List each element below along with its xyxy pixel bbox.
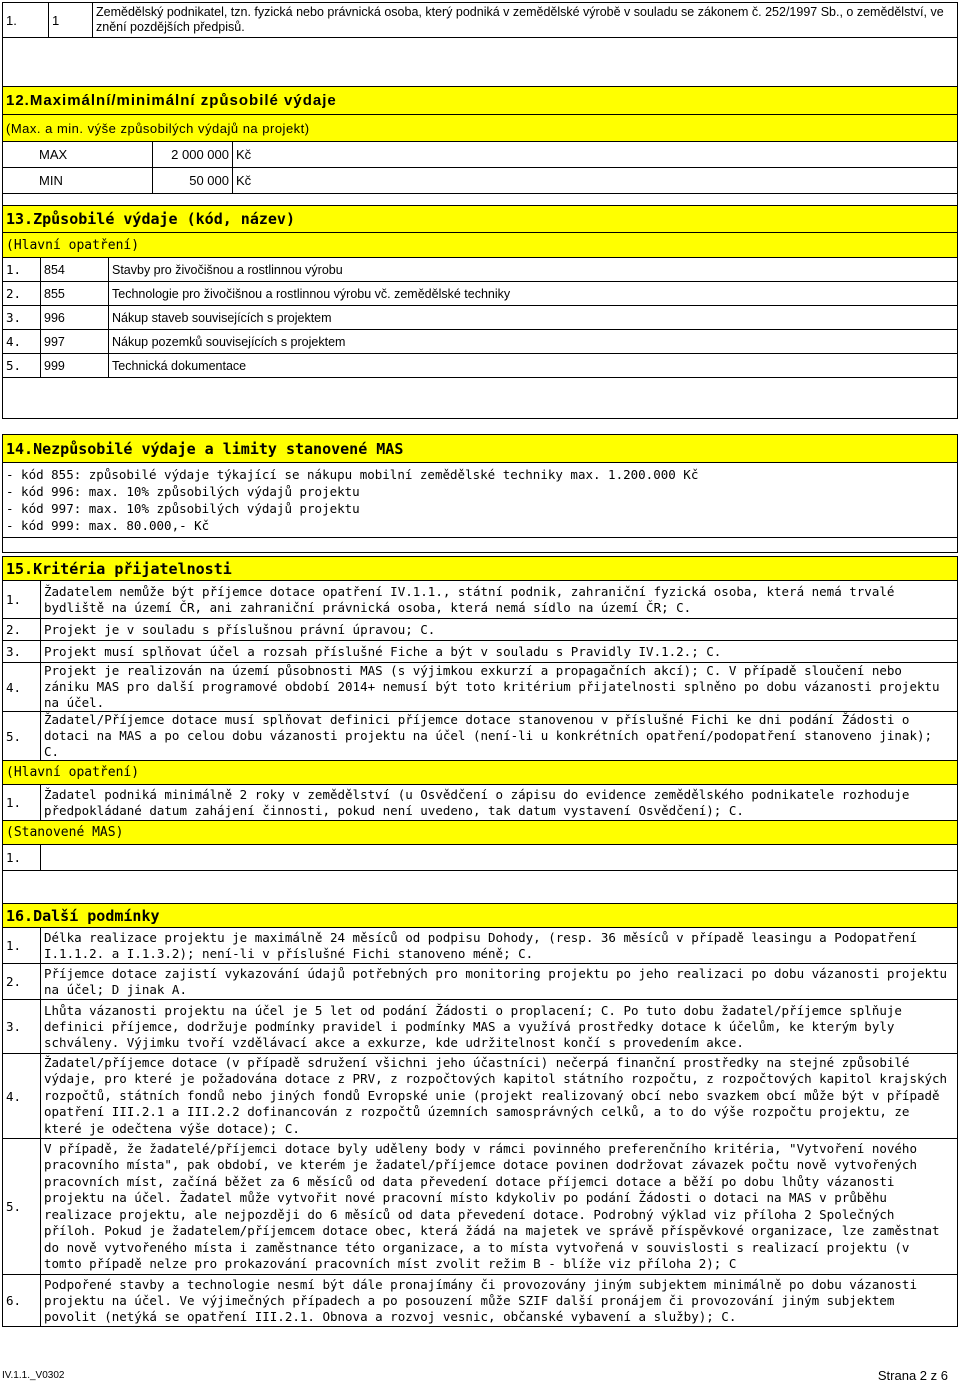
criteria-num: 1. (3, 785, 41, 821)
limit-line: - kód 855: způsobilé výdaje týkající se nákupu mobilní zemědělské techniky max. 1.200.000 Kč (6, 467, 699, 482)
condition-num: 1. (3, 928, 41, 964)
top-item-table (2, 2, 958, 87)
spacer-row (3, 38, 958, 87)
criteria-text: Projekt je v souladu s příslušnou právní úpravou; C. (41, 619, 958, 641)
section-13-subtitle: (Hlavní opatření) (3, 233, 958, 258)
condition-num: 4. (3, 1054, 41, 1139)
main-measure-label: (Hlavní opatření) (3, 761, 958, 785)
condition-text: Žadatel/příjemce dotace (v případě sdružení všichni jeho účastníci) nečerpá finanční prostředky na stejné způsobilé výdaje, pro které je požadována dotace z PRV, z rozpočtových kapitol státního rozpočtu, z rozpočtových kapitol krajských rozpočtů, státních fondů nebo jiných fondů Evropské unie (projekt realizovaný obcí nebo svazkem obcí může být v případě opatření III.2.1 a III.2.2 dofinancován z rozpočtů územních samosprávných celků, a to do výše rozpočtu projektu, ze které je odečtena výše dotace); C. (41, 1054, 958, 1139)
max-value: 2 000 000 (153, 142, 233, 168)
condition-text: V případě, že žadatelé/příjemci dotace byly uděleny body v rámci povinného preferenčního kritéria, "Vytvoření nového pracovního místa", pak období, ve kterém je žadatel/příjemce dotace povinen dodržovat závazek počtu nově vytvořených pracovních míst, začíná běžet za 6 měsíců od data převedení dotace příjemci dotace a běží po dobu lhůty vázanosti projektu na účel. Žadatel může vytvořit nové pracovní místo kdykoliv po podání Žádosti o dotaci na MAS v průběhu realizace projektu, ale nejpozději do 6 měsíců od data převedení dotace. Podrobný výklad viz příloha 2 Společných příloh. Pokud je žadatelem/příjemcem dotace obec, která žádá na majetek ve správě příspěvkové organizace, lze zaměstnat do nově vytvořeného místa i zaměstnance této organizace, a to místa vytvořená v souvislosti s realizací projektu (v tomto případě nelze pro prokazování pracovních míst zvolit režim B - blíže viz příloha 2); C (41, 1139, 958, 1275)
expense-code: 855 (41, 282, 109, 306)
expense-row (3, 282, 958, 306)
section-12-table (2, 86, 958, 209)
expense-num: 2. (3, 282, 41, 306)
expense-num: 5. (3, 354, 41, 378)
criteria-num: 5. (3, 712, 41, 761)
criteria-row (3, 845, 958, 871)
section-16-table (2, 903, 958, 1327)
section-13-table (2, 205, 958, 419)
criteria-text (41, 845, 958, 871)
section-13-title: 13.Způsobilé výdaje (kód, název) (3, 206, 958, 233)
expense-text: Nákup staveb souvisejících s projektem (109, 306, 958, 330)
expense-text: Nákup pozemků souvisejících s projektem (109, 330, 958, 354)
min-value: 50 000 (153, 168, 233, 194)
expense-num: 4. (3, 330, 41, 354)
condition-row (3, 928, 958, 964)
section-15-table (2, 556, 958, 906)
condition-num: 2. (3, 964, 41, 1000)
top-item-text: Zemědělský podnikatel, tzn. fyzická nebo právnická osoba, který podniká v zemědělské výrobě v souladu se zákonem č. 252/1997 Sb., o zemědělství, ve znění pozdějších předpisů. (93, 3, 958, 38)
criteria-text: Žadatel podniká minimálně 2 roky v zemědělství (u Osvědčení o zápisu do evidence zemědělského podnikatele rozhoduje předpokládané datum zahájení činnosti, pokud není uvedeno, tak datum vystavení Osvědčení); C. (41, 785, 958, 821)
criteria-text: Projekt je realizován na území působnosti MAS (s výjimkou exkurzí a propagačních akcí); C. V případě sloučení nebo zániku MAS pro další programové období 2014+ nemusí být toto kritérium přijatelnosti splněno po dobu vázanosti projektu na účel. (41, 663, 958, 712)
criteria-num: 1. (3, 581, 41, 619)
criteria-text: Projekt musí splňovat účel a rozsah příslušné Fiche a být v souladu s Pravidly IV.1.2.; C. (41, 641, 958, 663)
limit-line: - kód 997: max. 10% způsobilých výdajů projektu (6, 501, 360, 516)
expense-row (3, 258, 958, 282)
criteria-num: 4. (3, 663, 41, 712)
criteria-text: Žadatelem nemůže být příjemce dotace opatření IV.1.1., státní podnik, zahraniční fyzická osoba, která nemá trvalé bydliště na území ČR, ani zahraniční právnická osoba, která nemá sídlo na území ČR; C. (41, 581, 958, 619)
condition-row (3, 1275, 958, 1327)
criteria-num: 2. (3, 619, 41, 641)
criteria-row (3, 785, 958, 821)
expense-code: 999 (41, 354, 109, 378)
expense-code: 997 (41, 330, 109, 354)
expense-row (3, 306, 958, 330)
expense-text: Stavby pro živočišnou a rostlinnou výrobu (109, 258, 958, 282)
expense-text: Technická dokumentace (109, 354, 958, 378)
condition-text: Podpořené stavby a technologie nesmí být dále pronajímány či provozovány jiným subjektem minimálně po dobu vázanosti projektu na účel. Ve výjimečných případech a po posouzení může SZIF další pronájem či provozování jiným subjektem povolit (netýká se opatření III.2.1. Obnova a rozvoj vesnic, občanské vybavení a služby); C. (41, 1275, 958, 1327)
criteria-num: 3. (3, 641, 41, 663)
criteria-row (3, 641, 958, 663)
top-item-num: 1. (3, 3, 49, 38)
section-12-subtitle: (Max. a min. výše způsobilých výdajů na projekt) (3, 115, 958, 142)
top-item-row (3, 3, 958, 38)
criteria-row (3, 663, 958, 712)
condition-num: 6. (3, 1275, 41, 1327)
footer-doc-code: IV.1.1._V0302 (2, 1370, 65, 1381)
expense-row (3, 330, 958, 354)
min-row (3, 168, 958, 194)
condition-row (3, 1054, 958, 1139)
condition-row (3, 1000, 958, 1054)
criteria-row (3, 712, 958, 761)
criteria-row (3, 581, 958, 619)
criteria-row (3, 619, 958, 641)
max-label: MAX (3, 142, 153, 168)
section-12-title: 12.Maximální/minimální způsobilé výdaje (3, 87, 958, 115)
condition-num: 3. (3, 1000, 41, 1054)
section-14-table (2, 434, 958, 553)
min-label: MIN (3, 168, 153, 194)
expense-row (3, 354, 958, 378)
condition-text: Délka realizace projektu je maximálně 24 měsíců od podpisu Dohody, (resp. 36 měsíců v případě leasingu a Podopatření I.1.1.2. a I.1.3.2); není-li v příslušné Fichi stanoveno méně; C. (41, 928, 958, 964)
expense-code: 854 (41, 258, 109, 282)
limit-line: - kód 996: max. 10% způsobilých výdajů projektu (6, 484, 360, 499)
section-16-title: 16.Další podmínky (3, 904, 958, 928)
section-14-title: 14.Nezpůsobilé výdaje a limity stanovené MAS (3, 435, 958, 463)
condition-text: Příjemce dotace zajistí vykazování údajů potřebných pro monitoring projektu po jeho realizaci po dobu vázanosti projektu na účel; D jinak A. (41, 964, 958, 1000)
limit-line: - kód 999: max. 80.000,- Kč (6, 518, 210, 533)
mas-label: (Stanovené MAS) (3, 821, 958, 845)
criteria-num: 1. (3, 845, 41, 871)
min-unit: Kč (233, 168, 958, 194)
max-row (3, 142, 958, 168)
footer-page-number: Strana 2 z 6 (877, 1368, 948, 1383)
expense-code: 996 (41, 306, 109, 330)
condition-num: 5. (3, 1139, 41, 1275)
expense-num: 3. (3, 306, 41, 330)
condition-row (3, 1139, 958, 1275)
condition-row (3, 964, 958, 1000)
section-14-lines (3, 463, 958, 538)
condition-text: Lhůta vázanosti projektu na účel je 5 let od podání Žádosti o proplacení; C. Po tuto dobu žadatel/příjemce splňuje definici příjemce, dodržuje podmínky pravidel i podmínky MAS a využívá prostředky dotace k účelům, ke kterým byly schváleny. Výjimku tvoří vzdělávací akce a exkurze, kde udržitelnost končí s provedením akce. (41, 1000, 958, 1054)
max-unit: Kč (233, 142, 958, 168)
expense-num: 1. (3, 258, 41, 282)
expense-text: Technologie pro živočišnou a rostlinnou výrobu vč. zemědělské techniky (109, 282, 958, 306)
criteria-text: Žadatel/Příjemce dotace musí splňovat definici příjemce dotace stanovenou v příslušné Fichi ke dni podání Žádosti o dotaci na MAS a po celou dobu vázanosti projektu na účel (není-li u konkrétních opatření/podopatření stanoveno jinak); C. (41, 712, 958, 761)
section-15-title: 15.Kritéria přijatelnosti (3, 557, 958, 581)
top-item-code: 1 (49, 3, 93, 38)
